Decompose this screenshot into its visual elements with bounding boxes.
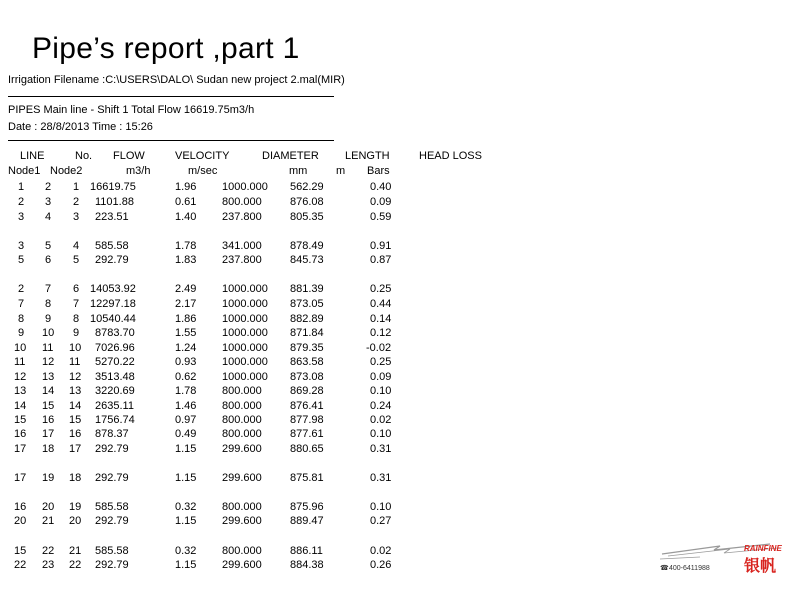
cell-diameter: 1000.000 <box>222 342 268 354</box>
cell-head-loss: 0.12 <box>370 327 392 339</box>
cell-length: 873.08 <box>290 371 324 383</box>
cell-no: 4 <box>73 240 80 252</box>
cell-length: 875.96 <box>290 501 324 513</box>
header-node2: Node2 <box>50 165 83 177</box>
cell-head-loss: 0.91 <box>370 240 392 252</box>
header-mm: mm <box>289 165 308 177</box>
cell-length: 845.73 <box>290 254 324 266</box>
cell-length: 879.35 <box>290 342 324 354</box>
cell-node1: 8 <box>18 313 25 325</box>
header-m: m <box>336 165 346 177</box>
cell-flow: 14053.92 <box>90 283 136 295</box>
cell-diameter: 299.600 <box>222 559 262 571</box>
cell-velocity: 1.78 <box>175 385 197 397</box>
cell-head-loss: 0.31 <box>370 443 392 455</box>
cell-diameter: 800.000 <box>222 400 262 412</box>
cell-head-loss: -0.02 <box>366 342 392 354</box>
cell-node1: 17 <box>14 472 27 484</box>
cell-node1: 15 <box>14 545 27 557</box>
cell-velocity: 0.32 <box>175 501 197 513</box>
cell-no: 15 <box>69 414 82 426</box>
cell-head-loss: 0.40 <box>370 181 392 193</box>
cell-node2: 3 <box>45 196 52 208</box>
cell-diameter: 237.800 <box>222 254 262 266</box>
cell-length: 880.65 <box>290 443 324 455</box>
header-no: No. <box>75 150 93 162</box>
cell-node1: 22 <box>14 559 27 571</box>
cell-node2: 16 <box>42 414 55 426</box>
cell-length: 881.39 <box>290 283 324 295</box>
cell-flow: 292.79 <box>95 443 129 455</box>
cell-diameter: 237.800 <box>222 211 262 223</box>
cell-node2: 2 <box>45 181 52 193</box>
cell-velocity: 0.62 <box>175 371 197 383</box>
cell-length: 884.38 <box>290 559 324 571</box>
cell-head-loss: 0.59 <box>370 211 392 223</box>
cell-head-loss: 0.10 <box>370 428 392 440</box>
cell-head-loss: 0.24 <box>370 400 392 412</box>
header-bars: Bars <box>367 165 390 177</box>
divider <box>8 96 334 97</box>
cell-diameter: 299.600 <box>222 443 262 455</box>
cell-node2: 5 <box>45 240 52 252</box>
logo-chinese-text: 银帆 <box>744 556 777 574</box>
cell-node1: 15 <box>14 414 27 426</box>
header-velocity: VELOCITY <box>175 150 230 162</box>
cell-diameter: 800.000 <box>222 414 262 426</box>
cell-no: 21 <box>69 545 82 557</box>
cell-node1: 2 <box>18 283 25 295</box>
cell-no: 2 <box>73 196 80 208</box>
cell-no: 3 <box>73 211 80 223</box>
cell-head-loss: 0.27 <box>370 515 392 527</box>
rainfine-logo <box>660 540 792 574</box>
cell-flow: 16619.75 <box>90 181 136 193</box>
cell-node2: 18 <box>42 443 55 455</box>
logo-phone-text: 400-6411988 <box>669 565 710 572</box>
cell-flow: 223.51 <box>95 211 129 223</box>
cell-velocity: 1.83 <box>175 254 197 266</box>
cell-node2: 4 <box>45 211 52 223</box>
cell-node2: 20 <box>42 501 55 513</box>
cell-velocity: 2.17 <box>175 298 197 310</box>
cell-velocity: 1.24 <box>175 342 197 354</box>
cell-node2: 23 <box>42 559 55 571</box>
cell-diameter: 299.600 <box>222 515 262 527</box>
cell-node2: 9 <box>45 313 52 325</box>
cell-flow: 3513.48 <box>95 371 135 383</box>
cell-velocity: 1.46 <box>175 400 197 412</box>
cell-diameter: 800.000 <box>222 545 262 557</box>
cell-velocity: 1.40 <box>175 211 197 223</box>
cell-no: 22 <box>69 559 82 571</box>
cell-node1: 14 <box>14 400 27 412</box>
cell-node2: 10 <box>42 327 55 339</box>
cell-length: 878.49 <box>290 240 324 252</box>
cell-no: 12 <box>69 371 82 383</box>
cell-flow: 585.58 <box>95 545 129 557</box>
cell-node1: 2 <box>18 196 25 208</box>
cell-velocity: 1.15 <box>175 472 197 484</box>
header-head-loss: HEAD LOSS <box>419 150 482 162</box>
cell-no: 18 <box>69 472 82 484</box>
cell-velocity: 1.96 <box>175 181 197 193</box>
cell-head-loss: 0.02 <box>370 545 392 557</box>
cell-diameter: 800.000 <box>222 428 262 440</box>
cell-length: 562.29 <box>290 181 324 193</box>
header-node1: Node1 <box>8 165 41 177</box>
cell-no: 17 <box>69 443 82 455</box>
cell-velocity: 0.32 <box>175 545 197 557</box>
cell-no: 14 <box>69 400 82 412</box>
cell-no: 19 <box>69 501 82 513</box>
cell-node2: 17 <box>42 428 55 440</box>
cell-head-loss: 0.44 <box>370 298 392 310</box>
cell-length: 863.58 <box>290 356 324 368</box>
cell-node2: 19 <box>42 472 55 484</box>
cell-node2: 7 <box>45 283 52 295</box>
cell-node1: 20 <box>14 515 27 527</box>
cell-flow: 10540.44 <box>90 313 136 325</box>
cell-head-loss: 0.31 <box>370 472 392 484</box>
cell-diameter: 299.600 <box>222 472 262 484</box>
cell-node2: 6 <box>45 254 52 266</box>
header-msec: m/sec <box>188 165 218 177</box>
cell-flow: 2635.11 <box>95 400 134 412</box>
cell-velocity: 1.15 <box>175 443 197 455</box>
cell-node1: 17 <box>14 443 27 455</box>
cell-velocity: 1.15 <box>175 515 197 527</box>
cell-flow: 3220.69 <box>95 385 135 397</box>
cell-node1: 12 <box>14 371 27 383</box>
filename-line: Irrigation Filename :C:\USERS\DALO\ Sudan new project 2.mal(MIR) <box>8 74 345 86</box>
cell-diameter: 1000.000 <box>222 298 268 310</box>
cell-no: 20 <box>69 515 82 527</box>
cell-node1: 11 <box>14 356 26 368</box>
cell-length: 886.11 <box>290 545 323 557</box>
cell-head-loss: 0.10 <box>370 501 392 513</box>
cell-node1: 3 <box>18 240 25 252</box>
cell-node1: 9 <box>18 327 25 339</box>
cell-no: 13 <box>69 385 82 397</box>
cell-flow: 292.79 <box>95 515 129 527</box>
cell-head-loss: 0.14 <box>370 313 392 325</box>
cell-no: 5 <box>73 254 80 266</box>
cell-no: 8 <box>73 313 80 325</box>
cell-diameter: 1000.000 <box>222 313 268 325</box>
cell-flow: 585.58 <box>95 240 129 252</box>
cell-flow: 878.37 <box>95 428 129 440</box>
cell-node2: 12 <box>42 356 55 368</box>
cell-diameter: 1000.000 <box>222 371 268 383</box>
cell-length: 882.89 <box>290 313 324 325</box>
cell-flow: 8783.70 <box>95 327 135 339</box>
cell-no: 16 <box>69 428 82 440</box>
cell-no: 7 <box>73 298 80 310</box>
cell-node1: 7 <box>18 298 25 310</box>
cell-length: 876.08 <box>290 196 324 208</box>
logo-brand-text: RAINFINE <box>744 544 782 553</box>
cell-velocity: 2.49 <box>175 283 197 295</box>
cell-length: 877.61 <box>290 428 324 440</box>
cell-flow: 1756.74 <box>95 414 135 426</box>
cell-node2: 15 <box>42 400 55 412</box>
logo-phone-icon: ☎ <box>660 565 669 572</box>
cell-length: 871.84 <box>290 327 324 339</box>
cell-velocity: 0.61 <box>175 196 197 208</box>
cell-node1: 1 <box>18 181 25 193</box>
cell-flow: 292.79 <box>95 254 129 266</box>
main-line-info: PIPES Main line - Shift 1 Total Flow 16619.75m3/h <box>8 104 255 116</box>
cell-length: 889.47 <box>290 515 324 527</box>
cell-diameter: 800.000 <box>222 196 262 208</box>
cell-velocity: 0.93 <box>175 356 197 368</box>
cell-no: 10 <box>69 342 82 354</box>
cell-flow: 1101.88 <box>95 196 134 208</box>
header-diameter: DIAMETER <box>262 150 319 162</box>
cell-node2: 8 <box>45 298 52 310</box>
cell-diameter: 1000.000 <box>222 283 268 295</box>
cell-node1: 3 <box>18 211 25 223</box>
header-m3h: m3/h <box>126 165 151 177</box>
cell-flow: 292.79 <box>95 559 129 571</box>
cell-head-loss: 0.87 <box>370 254 392 266</box>
cell-node1: 10 <box>14 342 27 354</box>
cell-node1: 16 <box>14 428 27 440</box>
cell-node2: 21 <box>42 515 55 527</box>
cell-flow: 585.58 <box>95 501 129 513</box>
cell-head-loss: 0.09 <box>370 371 392 383</box>
cell-flow: 7026.96 <box>95 342 135 354</box>
cell-diameter: 1000.000 <box>222 327 268 339</box>
cell-no: 6 <box>73 283 80 295</box>
cell-no: 11 <box>69 356 81 368</box>
cell-diameter: 1000.000 <box>222 181 268 193</box>
cell-node2: 13 <box>42 371 55 383</box>
cell-no: 9 <box>73 327 80 339</box>
cell-velocity: 1.15 <box>175 559 197 571</box>
cell-diameter: 800.000 <box>222 385 262 397</box>
cell-length: 876.41 <box>290 400 324 412</box>
date-time-line: Date : 28/8/2013 Time : 15:26 <box>8 121 153 133</box>
divider <box>8 140 334 141</box>
header-line: LINE <box>20 150 45 162</box>
cell-head-loss: 0.02 <box>370 414 392 426</box>
cell-head-loss: 0.25 <box>370 283 392 295</box>
cell-diameter: 800.000 <box>222 501 262 513</box>
cell-length: 869.28 <box>290 385 324 397</box>
cell-flow: 5270.22 <box>95 356 135 368</box>
cell-node1: 13 <box>14 385 27 397</box>
cell-node2: 11 <box>42 342 54 354</box>
cell-flow: 12297.18 <box>90 298 136 310</box>
cell-velocity: 1.78 <box>175 240 197 252</box>
header-length: LENGTH <box>345 150 390 162</box>
cell-head-loss: 0.25 <box>370 356 392 368</box>
cell-velocity: 0.97 <box>175 414 197 426</box>
cell-length: 805.35 <box>290 211 324 223</box>
cell-node1: 16 <box>14 501 27 513</box>
cell-head-loss: 0.09 <box>370 196 392 208</box>
cell-node1: 5 <box>18 254 25 266</box>
cell-length: 873.05 <box>290 298 324 310</box>
cell-velocity: 0.49 <box>175 428 197 440</box>
cell-node2: 14 <box>42 385 55 397</box>
page-title: Pipe’s report ,part 1 <box>32 32 300 65</box>
cell-head-loss: 0.10 <box>370 385 392 397</box>
cell-velocity: 1.86 <box>175 313 197 325</box>
header-flow: FLOW <box>113 150 145 162</box>
cell-no: 1 <box>73 181 80 193</box>
cell-node2: 22 <box>42 545 55 557</box>
cell-velocity: 1.55 <box>175 327 197 339</box>
cell-head-loss: 0.26 <box>370 559 392 571</box>
cell-diameter: 341.000 <box>222 240 262 252</box>
cell-length: 875.81 <box>290 472 324 484</box>
cell-length: 877.98 <box>290 414 324 426</box>
cell-flow: 292.79 <box>95 472 129 484</box>
cell-diameter: 1000.000 <box>222 356 268 368</box>
